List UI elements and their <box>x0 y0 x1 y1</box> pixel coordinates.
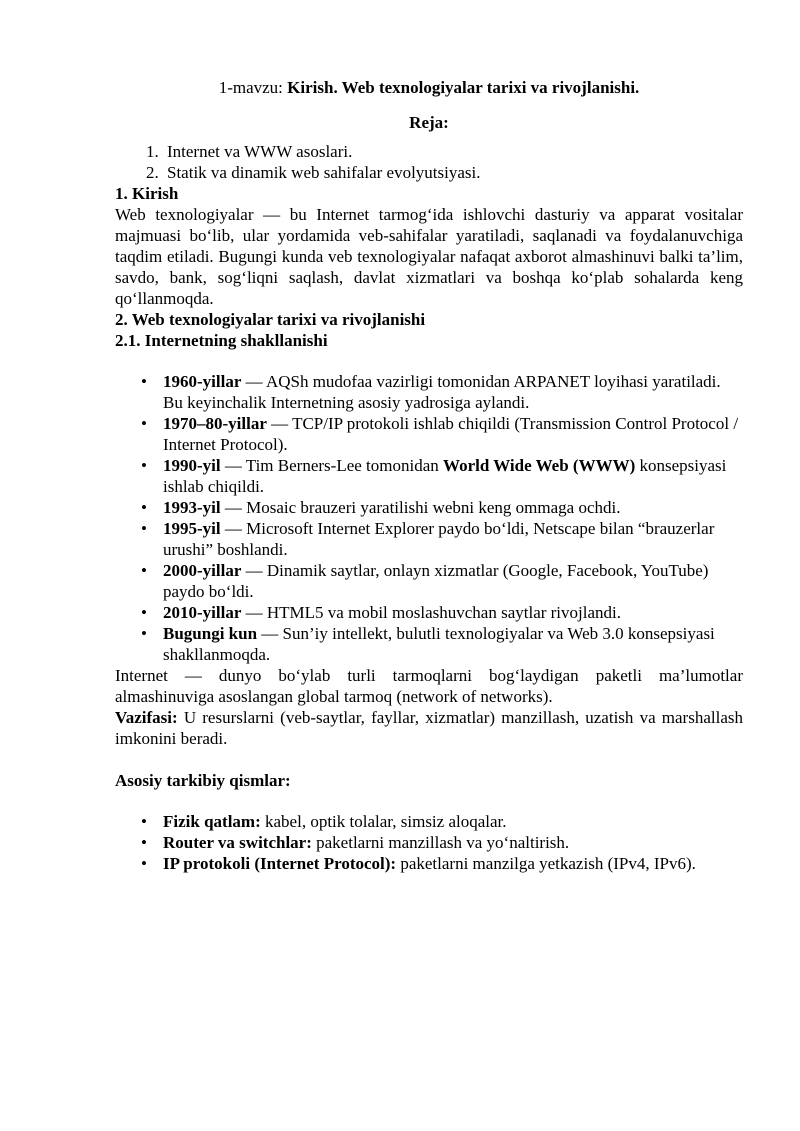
plan-list <box>115 141 743 183</box>
section-heading-kirish: 1. Kirish <box>115 184 179 203</box>
title-prefix: 1-mavzu: <box>218 78 288 97</box>
timeline-text: — HTML5 va mobil moslashuvchan saytlar rivojlandi. <box>241 603 621 622</box>
component-text: kabel, optik tolalar, simsiz aloqalar. <box>260 812 507 831</box>
component-term: Router va switchlar: <box>163 833 312 852</box>
components-heading: Asosiy tarkibiy qismlar: <box>115 771 291 790</box>
document-page <box>115 77 743 874</box>
timeline-term: 1993-yil <box>163 498 221 517</box>
plan-item: 1. Internet va WWW asoslari. <box>163 141 743 162</box>
timeline-term: 2000-yillar <box>163 561 242 580</box>
component-text: paketlarni manzillash va yo‘naltirish. <box>311 833 570 852</box>
title-main: Kirish. Web texnologiyalar tarixi va rivojlanishi. <box>287 78 640 97</box>
timeline-text: — Sun’iy intellekt, bulutli texnologiyalar va Web 3.0 konsepsiyasi shakllanmoqda. <box>163 624 715 664</box>
timeline-item <box>163 518 743 560</box>
timeline-text: — Mosaic brauzeri yaratilishi webni keng ommaga ochdi. <box>220 498 621 517</box>
components-list <box>115 811 743 874</box>
timeline-item <box>163 602 743 623</box>
timeline-item <box>163 371 743 413</box>
timeline-term: 1990-yil <box>163 456 221 475</box>
timeline-item <box>163 455 743 497</box>
vazifa-text: U resurslarni (veb-saytlar, fayllar, xizmatlar) manzillash, uzatish va marshallash imkonini beradi. <box>115 708 743 748</box>
timeline-list <box>115 371 743 665</box>
component-term: Fizik qatlam: <box>163 812 261 831</box>
component-text: paketlarni manzilga yetkazish (IPv4, IPv6). <box>396 854 696 873</box>
component-item <box>163 853 743 874</box>
vazifa-label: Vazifasi: <box>115 708 178 727</box>
timeline-term: Bugungi kun <box>163 624 258 643</box>
timeline-term: 1960-yillar <box>163 372 242 391</box>
timeline-term: 1970–80-yillar <box>163 414 267 433</box>
timeline-item <box>163 623 743 665</box>
timeline-text: — Microsoft Internet Explorer paydo bo‘ldi, Netscape bilan “brauzerlar urushi” boshlandi. <box>163 519 715 559</box>
intro-paragraph: Web texnologiyalar — bu Internet tarmog‘ida ishlovchi dasturiy va apparat vositalar majmuasi bo‘lib, ular yordamida veb-sahifalar yaratiladi, saqlanadi va foydalanuvchiga taqdim etiladi. Bugungi kunda veb texnologiyalar nafaqat axborot almashinuvi balki ta’lim, savdo, bank, sog‘liqni saqlash, davlat xizmatlari va boshqa ko‘plab sohalarda keng qo‘llanmoqda. <box>115 205 743 308</box>
plan-heading: Reja: <box>409 113 449 132</box>
timeline-text: — Dinamik saytlar, onlayn xizmatlar (Google, Facebook, YouTube) paydo bo‘ldi. <box>163 561 709 601</box>
component-item <box>163 811 743 832</box>
timeline-text: — AQSh mudofaa vazirligi tomonidan ARPANET loyihasi yaratiladi. Bu keyinchalik Internetning asosiy yadrosiga aylandi. <box>163 372 721 412</box>
internet-definition-paragraph: Internet — dunyo bo‘ylab turli tarmoqlarni bog‘laydigan paketli ma’lumotlar almashinuviga asoslangan global tarmoq (network of networks). <box>115 666 743 706</box>
timeline-bold-term: World Wide Web (WWW) <box>443 456 636 475</box>
component-term: IP protokoli (Internet Protocol): <box>163 854 397 873</box>
timeline-item <box>163 497 743 518</box>
timeline-item <box>163 560 743 602</box>
page-title <box>115 77 743 98</box>
timeline-term: 2010-yillar <box>163 603 242 622</box>
subsection-heading-internet: 2.1. Internetning shakllanishi <box>115 331 328 350</box>
component-item <box>163 832 743 853</box>
timeline-text: konsepsiyasi ishlab chiqildi. <box>163 456 727 496</box>
vazifa-paragraph <box>115 707 743 749</box>
timeline-item <box>163 413 743 455</box>
timeline-term: 1995-yil <box>163 519 221 538</box>
timeline-text: — TCP/IP protokoli ishlab chiqildi (Transmission Control Protocol / Internet Protocol). <box>163 414 739 454</box>
timeline-text: — Tim Berners-Lee tomonidan <box>220 456 444 475</box>
section-heading-web-history: 2. Web texnologiyalar tarixi va rivojlanishi <box>115 310 426 329</box>
plan-item: 2. Statik va dinamik web sahifalar evolyutsiyasi. <box>163 162 743 183</box>
